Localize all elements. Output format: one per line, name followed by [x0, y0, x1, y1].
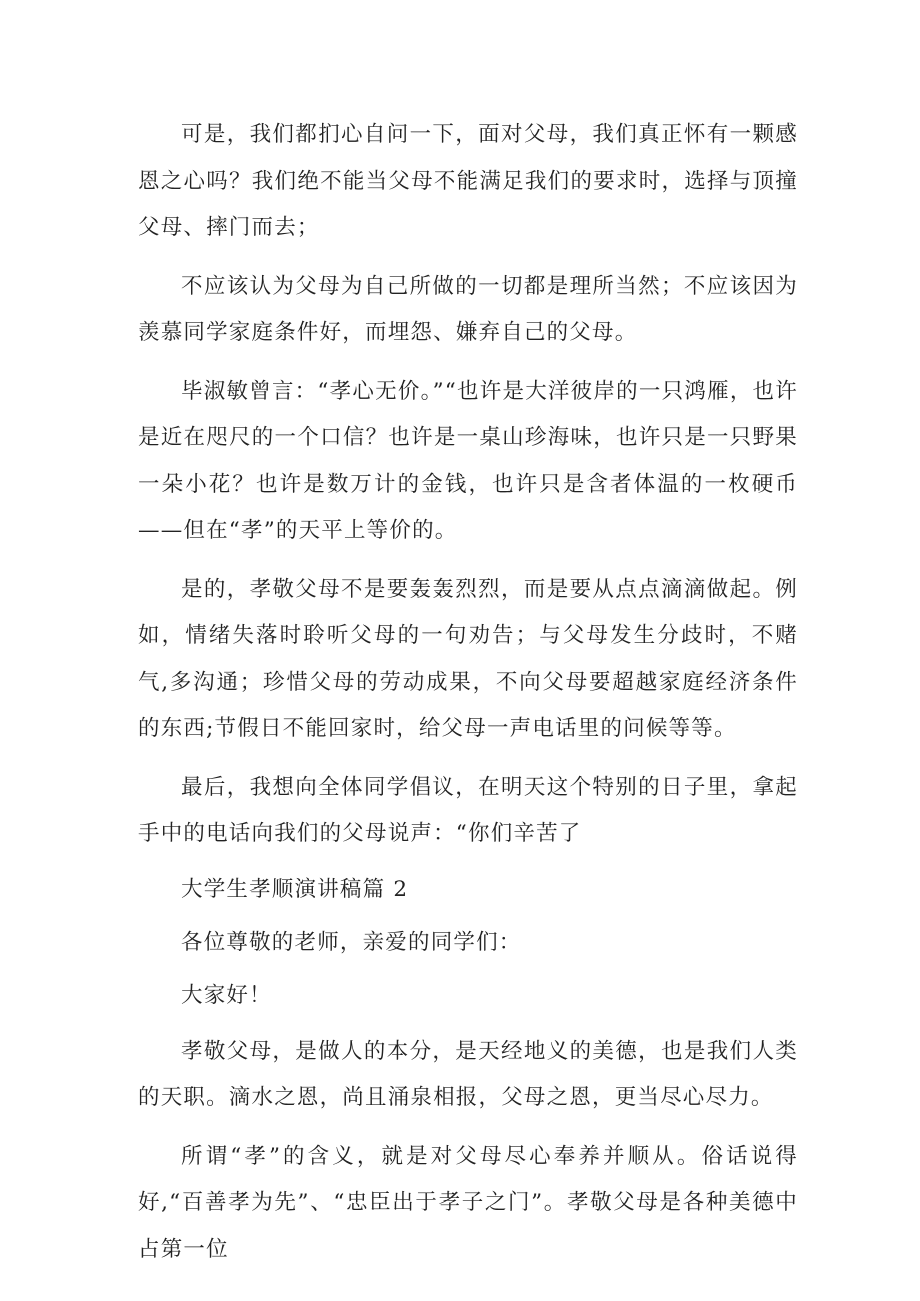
paragraph-2: 不应该认为父母为自己所做的一切都是理所当然；不应该因为羡慕同学家庭条件好，而埋怨、嫌弃自己的父母。	[138, 273, 798, 345]
section-heading: 大学生孝顺演讲稿篇 2	[181, 876, 409, 902]
paragraph-1: 可是，我们都扪心自问一下，面对父母，我们真正怀有一颗感恩之心吗？我们绝不能当父母不能满足我们的要求时，选择与顶撞父母、摔门而去；	[138, 122, 798, 240]
greeting: 大家好！	[181, 982, 272, 1008]
paragraph-3: 毕淑敏曾言：“孝心无价。”“也许是大洋彼岸的一只鸿雁，也许是近在咫尺的一个口信？也许是一桌山珍海味，也许只是一只野果一朵小花？也许是数万计的金钱，也许只是含者体温的一枚硬币——但在“孝”的天平上等价的。	[138, 378, 798, 543]
salutation: 各位尊敬的老师，亲爱的同学们：	[181, 929, 522, 955]
paragraph-4: 是的，孝敬父母不是要轰轰烈烈，而是要从点点滴滴做起。例如，情绪失落时聆听父母的一句劝告；与父母发生分歧时，不赌气,多沟通；珍惜父母的劳动成果，不向父母要超越家庭经济条件的东西;节假日不能回家时，给父母一声电话里的问候等等。	[138, 576, 798, 741]
paragraph-6: 孝敬父母，是做人的本分，是天经地义的美德，也是我们人类的天职。滴水之恩，尚且涌泉相报，父母之恩，更当尽心尽力。	[138, 1038, 798, 1110]
paragraph-5: 最后，我想向全体同学倡议，在明天这个特别的日子里，拿起手中的电话向我们的父母说声：“你们辛苦了	[138, 774, 798, 846]
paragraph-7: 所谓“孝”的含义，就是对父母尽心奉养并顺从。俗话说得好,“百善孝为先”、“忠臣出于孝子之门”。孝敬父母是各种美德中占第一位	[138, 1143, 798, 1262]
document-body	[138, 112, 798, 1285]
